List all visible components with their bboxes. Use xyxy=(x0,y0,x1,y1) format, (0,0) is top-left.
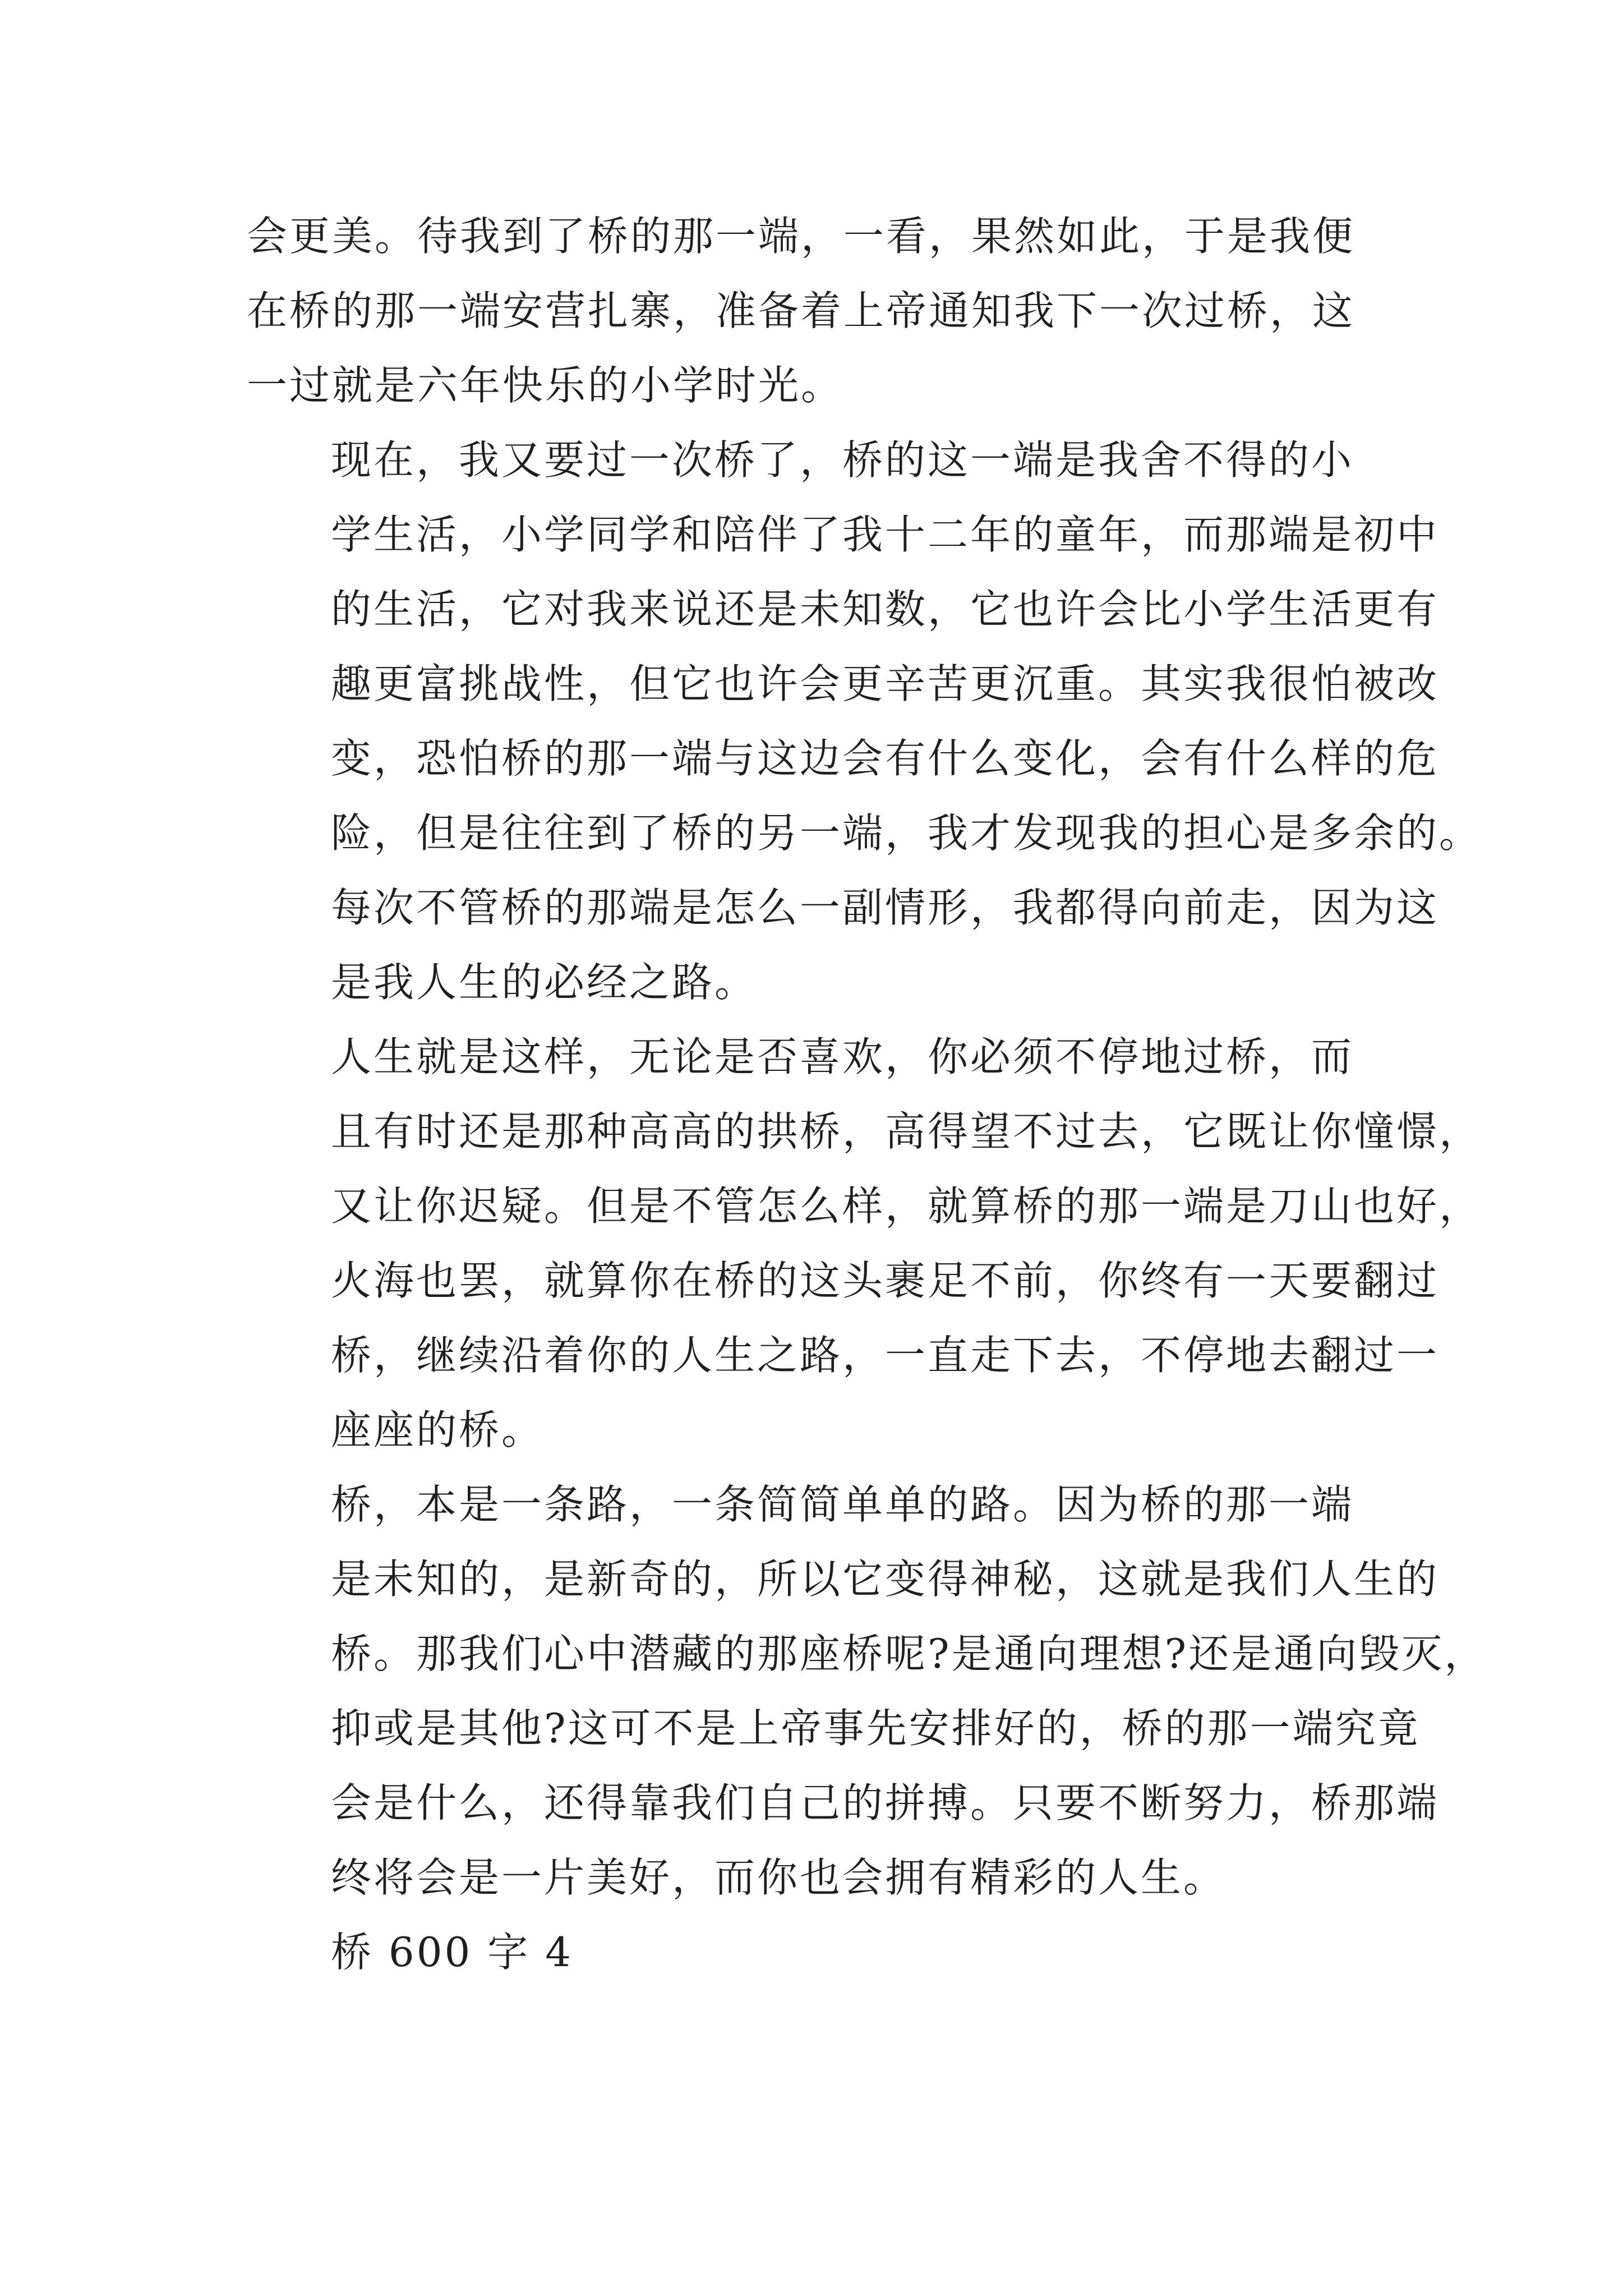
text-line: 变，恐怕桥的那一端与这边会有什么变化，会有什么样的危 xyxy=(331,735,1440,782)
text-line: 桥。那我们心中潜藏的那座桥呢?是通向理想?还是通向毁灭， xyxy=(331,1630,1487,1677)
text-line: 人生就是这样，无论是否喜欢，你必须不停地过桥，而 xyxy=(331,1033,1354,1080)
text-line: 桥，本是一条路，一条简简单单的路。因为桥的那一端 xyxy=(331,1481,1354,1528)
text-line: 火海也罢，就算你在桥的这头裹足不前，你终有一天要翻过 xyxy=(331,1257,1440,1304)
text-line: 座座的桥。 xyxy=(331,1406,545,1453)
text-line: 现在，我又要过一次桥了，桥的这一端是我舍不得的小 xyxy=(331,436,1354,484)
paragraph-2 xyxy=(247,423,1482,1020)
text-line: 且有时还是那种高高的拱桥，高得望不过去，它既让你憧憬， xyxy=(331,1108,1482,1155)
text-line: 桥 600 字 4 xyxy=(331,1929,573,1976)
document-body xyxy=(247,199,1487,1990)
text-line: 是我人生的必经之路。 xyxy=(331,959,758,1006)
text-line: 险，但是往往到了桥的另一端，我才发现我的担心是多余的。 xyxy=(331,809,1482,857)
text-line: 一过就是六年快乐的小学时光。 xyxy=(247,362,844,409)
text-line: 会是什么，还得靠我们自己的拼搏。只要不断努力，桥那端 xyxy=(331,1779,1440,1826)
text-line: 每次不管桥的那端是怎么一副情形，我都得向前走，因为这 xyxy=(331,884,1440,931)
text-line: 在桥的那一端安营扎寨，准备着上帝通知我下一次过桥，这 xyxy=(247,287,1355,334)
text-line: 是未知的，是新奇的，所以它变得神秘，这就是我们人生的 xyxy=(331,1556,1440,1603)
text-line: 抑或是其他?这可不是上帝事先安排好的，桥的那一端究竟 xyxy=(331,1705,1421,1752)
paragraph-1 xyxy=(247,199,1385,423)
text-line: 桥，继续沿着你的人生之路，一直走下去，不停地去翻过一 xyxy=(331,1332,1440,1379)
paragraph-4 xyxy=(247,1467,1487,1915)
text-line: 的生活，它对我来说还是未知数，它也许会比小学生活更有 xyxy=(331,586,1440,633)
text-line: 终将会是一片美好，而你也会拥有精彩的人生。 xyxy=(331,1854,1227,1901)
text-line: 学生活，小学同学和陪伴了我十二年的童年，而那端是初中 xyxy=(331,511,1440,558)
section-heading xyxy=(247,1915,1385,1990)
text-line: 趣更富挑战性，但它也许会更辛苦更沉重。其实我很怕被改 xyxy=(331,660,1440,707)
text-line: 会更美。待我到了桥的那一端，一看，果然如此，于是我便 xyxy=(247,213,1355,260)
text-line: 又让你迟疑。但是不管怎么样，就算桥的那一端是刀山也好， xyxy=(331,1182,1482,1230)
paragraph-3 xyxy=(247,1020,1482,1467)
